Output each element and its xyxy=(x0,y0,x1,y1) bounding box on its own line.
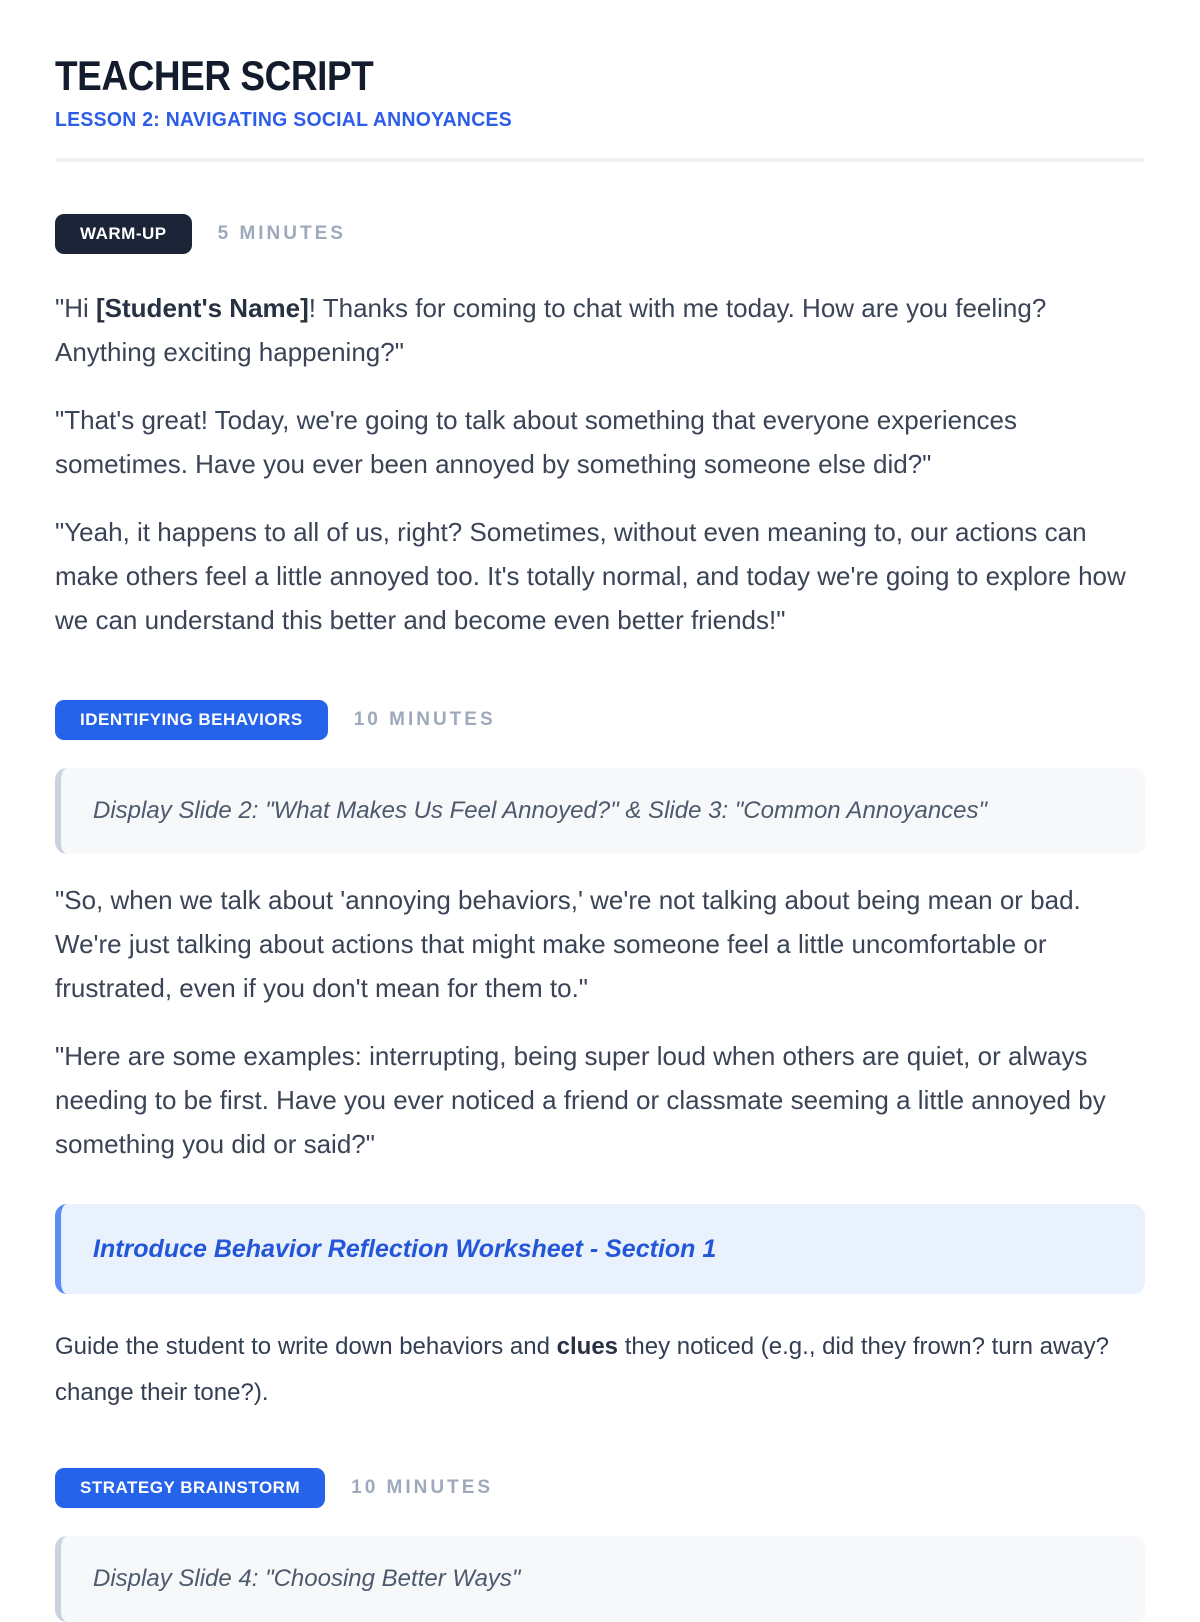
worksheet-callout xyxy=(55,1204,1145,1294)
header-divider xyxy=(55,158,1145,162)
facilitation-note: Guide the student to write down behaviors and clues they noticed (e.g., did they frown? turn away? change their tone?). xyxy=(55,1333,1109,1406)
warm-up-badge: WARM-UP xyxy=(55,214,192,254)
strategy-brainstorm-badge: STRATEGY BRAINSTORM xyxy=(55,1468,325,1508)
section-warm-up xyxy=(55,214,1145,642)
identifying-behaviors-badge-row xyxy=(55,700,1145,740)
page-title: TEACHER SCRIPT xyxy=(55,52,374,99)
strategy-brainstorm-badge-row xyxy=(55,1468,1145,1508)
page-header xyxy=(55,52,1145,132)
script-quote-normalize: "Yeah, it happens to all of us, right? Sometimes, without even meaning to, our actions can make others feel a little annoyed too. It's totally normal, and today we're going to explore how we can understand this better and become even better friends!" xyxy=(55,517,1126,635)
lesson-subtitle: LESSON 2: NAVIGATING SOCIAL ANNOYANCES xyxy=(55,109,512,131)
warm-up-badge-row xyxy=(55,214,1145,254)
script-quote-define-behaviors: "So, when we talk about 'annoying behaviors,' we're not talking about being mean or bad. We're just talking about actions that might make someone feel a little uncomfortable or frustrated, even if you don't mean for them to." xyxy=(55,885,1081,1003)
worksheet-callout-text: Introduce Behavior Reflection Worksheet - Section 1 xyxy=(93,1235,717,1263)
slide-direction-callout-1 xyxy=(55,768,1145,854)
identifying-behaviors-badge: IDENTIFYING BEHAVIORS xyxy=(55,700,328,740)
slide-direction-text-1: Display Slide 2: "What Makes Us Feel Annoyed?" & Slide 3: "Common Annoyances" xyxy=(93,797,988,824)
script-quote-examples: "Here are some examples: interrupting, being super loud when others are quiet, or always needing to be first. Have you ever noticed a friend or classmate seeming a little annoyed by something you did or said?" xyxy=(55,1041,1106,1159)
script-quote-greeting: "Hi [Student's Name]! Thanks for coming to chat with me today. How are you feeling? Anything exciting happening?" xyxy=(55,293,1047,367)
strategy-brainstorm-duration-label: 10 MINUTES xyxy=(351,1477,494,1498)
slide-direction-text-2: Display Slide 4: "Choosing Better Ways" xyxy=(93,1565,521,1592)
warm-up-duration-label: 5 MINUTES xyxy=(217,223,346,244)
section-identifying-behaviors xyxy=(55,700,1145,1416)
section-strategy-brainstorm xyxy=(55,1468,1145,1622)
script-quote-intro-topic: "That's great! Today, we're going to talk about something that everyone experiences sometimes. Have you ever been annoyed by something someone else did?" xyxy=(55,405,1017,479)
identifying-behaviors-duration-label: 10 MINUTES xyxy=(353,709,496,730)
slide-direction-callout-2 xyxy=(55,1536,1145,1622)
